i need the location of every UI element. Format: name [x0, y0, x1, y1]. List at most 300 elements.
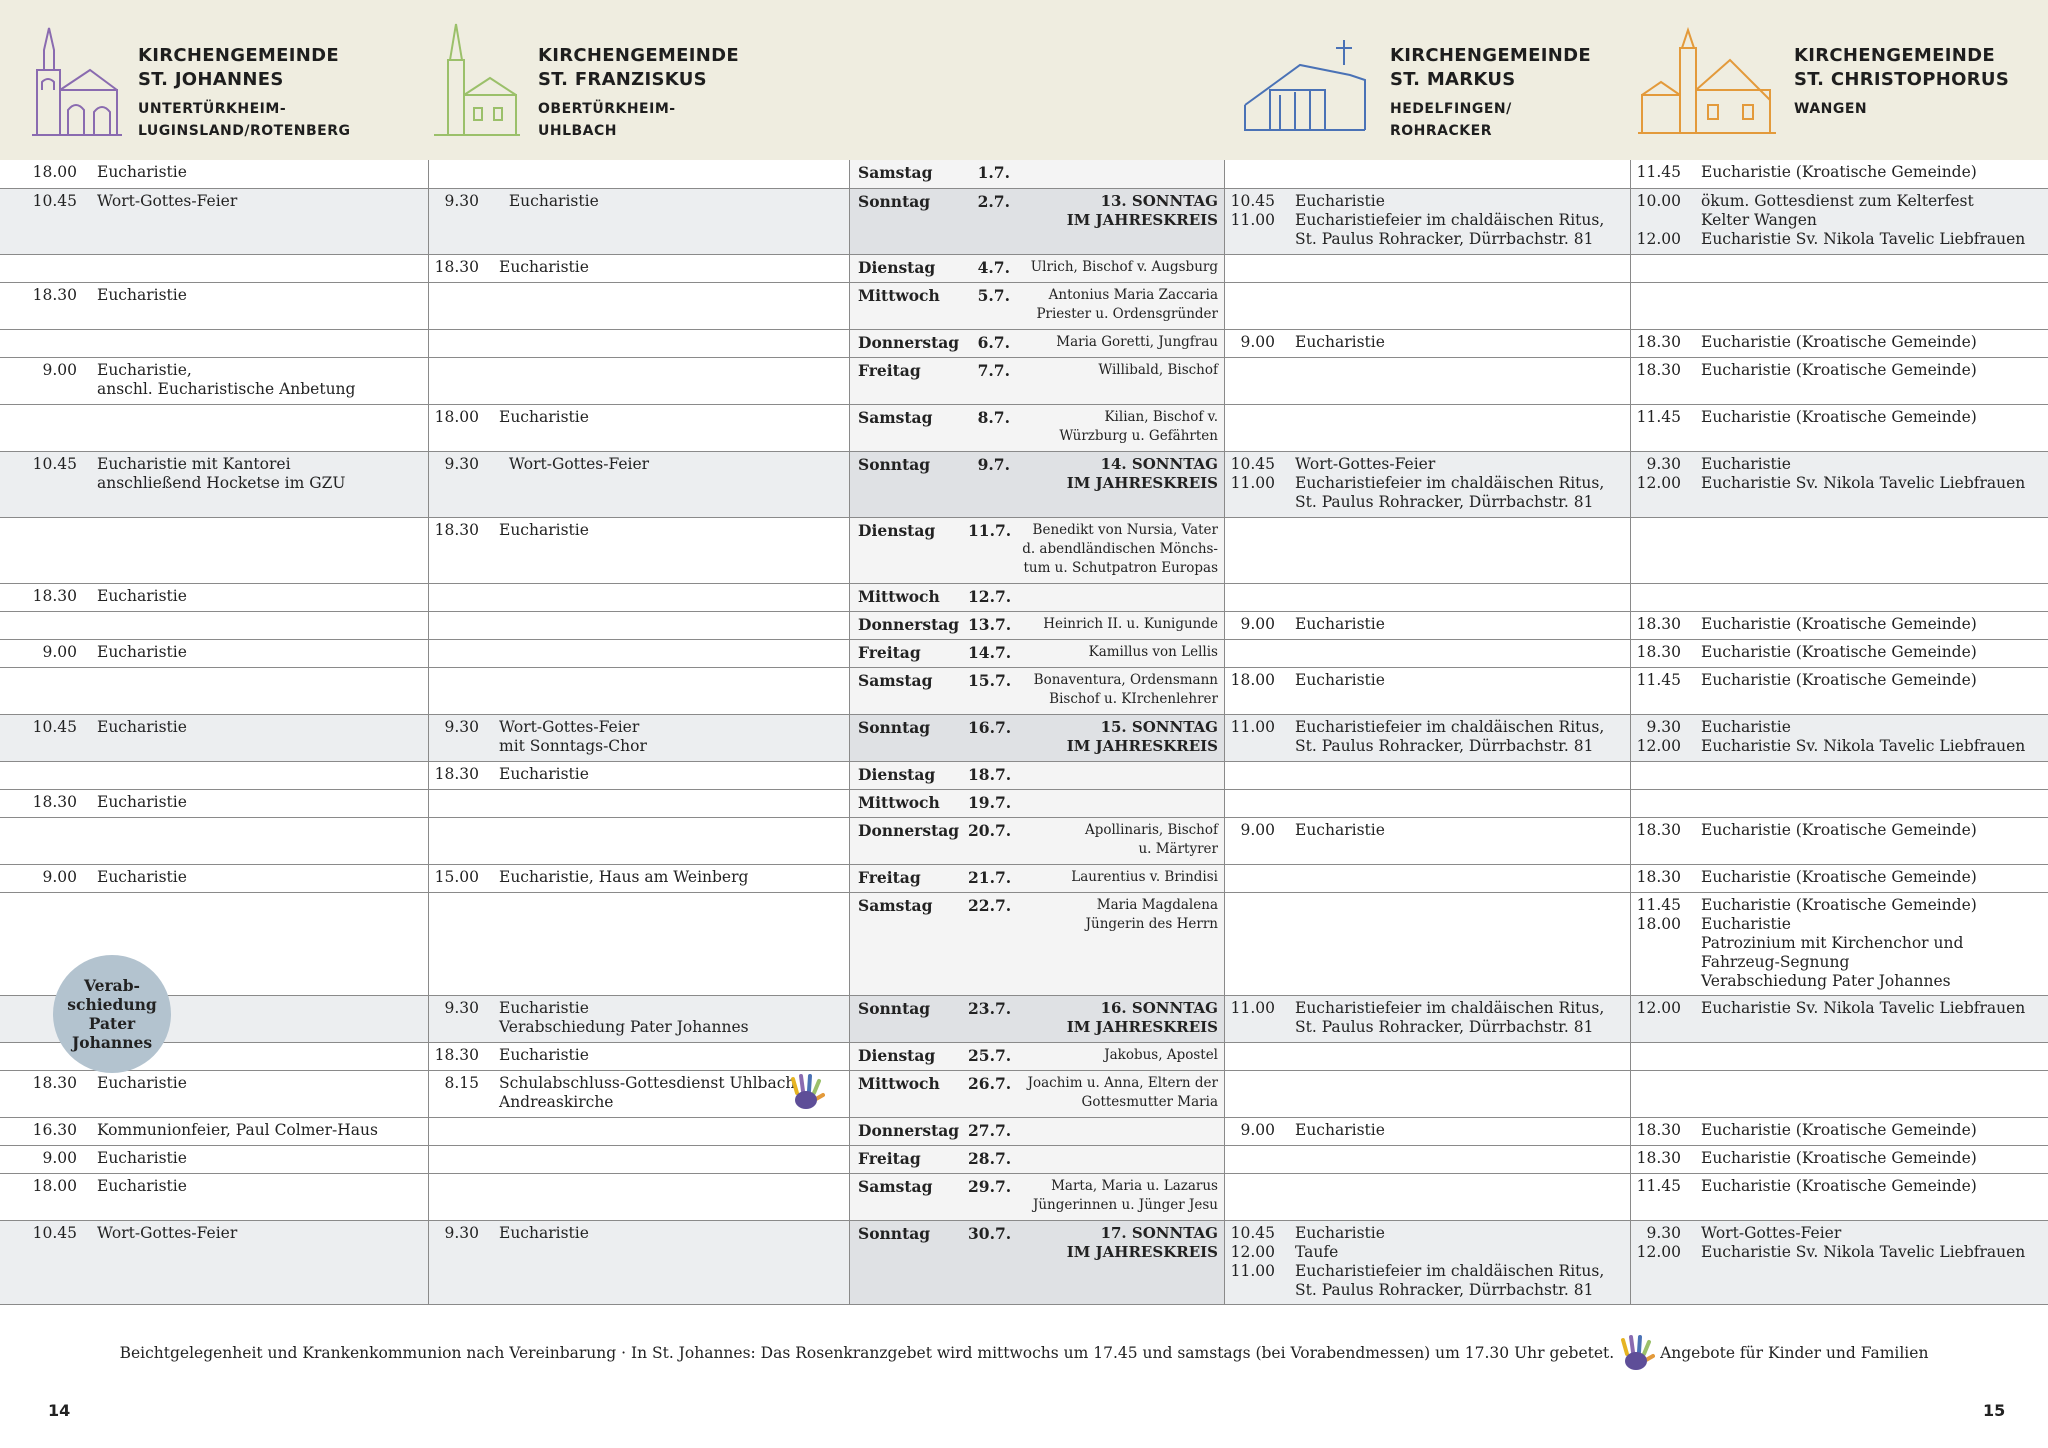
- event-line: [0, 793, 428, 812]
- event-line: [429, 408, 849, 427]
- event-title: Eucharistie: [97, 1148, 187, 1167]
- st-markus-cell: [1225, 761, 1631, 789]
- st-markus-cell: [1225, 1145, 1631, 1173]
- event-line: [429, 1074, 849, 1093]
- st-christophorus-cell: [1631, 451, 2048, 517]
- feast-day: Jakobus, Apostel: [1104, 1046, 1218, 1063]
- st-johannes-cell: [0, 667, 429, 714]
- schedule-row: [0, 714, 2048, 761]
- event-line: [0, 192, 428, 211]
- schedule-row: [0, 611, 2048, 639]
- st-franziskus-cell: [429, 639, 850, 667]
- st-christophorus-cell: [1631, 864, 2048, 892]
- st-markus-cell: [1225, 1220, 1631, 1304]
- event-line: [1631, 361, 2048, 380]
- event-time: 18.00: [1636, 914, 1681, 933]
- event-time: 18.00: [434, 407, 479, 426]
- event-title: Eucharistie mit Kantorei: [97, 454, 291, 473]
- date: 20.7.: [968, 820, 1012, 840]
- event-title: Eucharistie: [97, 1073, 187, 1092]
- event-line: [1631, 934, 2048, 953]
- st-johannes-cell: [0, 357, 429, 404]
- st-franziskus-cell: [429, 329, 850, 357]
- st-christophorus-cell: [1631, 714, 2048, 761]
- date-cell: [850, 160, 1225, 188]
- event-title: Eucharistiefeier im chaldäischen Ritus,: [1295, 998, 1605, 1017]
- event-title: Eucharistie: [499, 191, 599, 210]
- date: 7.7.: [977, 360, 1010, 380]
- st-markus-cell: [1225, 1173, 1631, 1220]
- event-line: [1631, 1224, 2048, 1243]
- schedule-row: [0, 517, 2048, 583]
- parish-st-christophorus: [1638, 20, 2038, 150]
- weekday: Samstag: [858, 895, 933, 915]
- parish-subtitle: HEDELFINGEN/ ROHRACKER: [1390, 101, 1512, 139]
- event-time: 9.00: [42, 360, 77, 379]
- feast-day: 16. SONNTAG IM JAHRESKREIS: [1066, 998, 1218, 1036]
- event-line: [0, 286, 428, 305]
- event-time: 12.00: [1230, 1242, 1275, 1261]
- st-christophorus-cell: [1631, 583, 2048, 611]
- date-cell: [850, 1220, 1225, 1304]
- event-title: Eucharistie Sv. Nikola Tavelic Liebfrauen: [1701, 1242, 2026, 1261]
- date: 16.7.: [968, 717, 1012, 737]
- event-title: Eucharistie: [97, 867, 187, 886]
- feast-day: Willibald, Bischof: [1098, 361, 1218, 378]
- event-time: 18.30: [434, 520, 479, 539]
- st-markus-cell: [1225, 789, 1631, 817]
- event-line: [1631, 1177, 2048, 1196]
- event-time: 11.45: [1636, 895, 1681, 914]
- event-title: Eucharistie Sv. Nikola Tavelic Liebfrauen: [1701, 229, 2026, 248]
- date-cell: [850, 517, 1225, 583]
- event-time: 10.45: [32, 191, 77, 210]
- event-title: ökum. Gottesdienst zum Kelterfest: [1701, 191, 1974, 210]
- st-johannes-cell: [0, 1070, 429, 1117]
- st-johannes-cell: [0, 1173, 429, 1220]
- event-time: 18.30: [434, 257, 479, 276]
- date: 27.7.: [968, 1120, 1012, 1140]
- badge-text: Verab- schiedung Pater Johannes: [67, 976, 157, 1052]
- schedule-row: [0, 995, 2048, 1042]
- date: 14.7.: [968, 642, 1012, 662]
- event-time: 9.30: [1646, 717, 1681, 736]
- schedule-row: [0, 1042, 2048, 1070]
- event-line: [0, 380, 428, 399]
- st-franziskus-cell: [429, 404, 850, 451]
- st-christophorus-cell: [1631, 357, 2048, 404]
- event-line: [0, 1149, 428, 1168]
- event-time: 18.30: [434, 764, 479, 783]
- parish-title: KIRCHENGEMEINDE ST. MARKUS: [1390, 45, 1591, 90]
- church-icon: [432, 20, 522, 140]
- date: 9.7.: [977, 454, 1010, 474]
- st-johannes-cell: [0, 329, 429, 357]
- feast-day: Laurentius v. Brindisi: [1071, 868, 1218, 885]
- st-christophorus-cell: [1631, 761, 2048, 789]
- st-johannes-cell: [0, 789, 429, 817]
- parish-st-markus: [1240, 20, 1620, 150]
- event-line: [1225, 1281, 1630, 1300]
- date: 2.7.: [977, 191, 1010, 211]
- st-christophorus-cell: [1631, 188, 2048, 254]
- event-time: 18.30: [1636, 820, 1681, 839]
- weekday: Donnerstag: [858, 820, 960, 840]
- feast-day: Ulrich, Bischof v. Augsburg: [1030, 258, 1218, 275]
- event-time: 18.30: [1636, 332, 1681, 351]
- st-christophorus-cell: [1631, 995, 2048, 1042]
- schedule-row: [0, 639, 2048, 667]
- event-title: Eucharistie (Kroatische Gemeinde): [1701, 332, 1977, 351]
- date: 28.7.: [968, 1148, 1012, 1168]
- date: 12.7.: [968, 586, 1012, 606]
- date-cell: [850, 864, 1225, 892]
- date: 8.7.: [977, 407, 1010, 427]
- event-time: 11.45: [1636, 670, 1681, 689]
- church-icon: [1638, 20, 1778, 140]
- event-time: 18.30: [1636, 360, 1681, 379]
- weekday: Mittwoch: [858, 1073, 940, 1093]
- date-cell: [850, 188, 1225, 254]
- event-time: 18.00: [1230, 670, 1275, 689]
- event-line: [429, 1046, 849, 1065]
- event-title: Eucharistie (Kroatische Gemeinde): [1701, 407, 1977, 426]
- st-franziskus-cell: [429, 789, 850, 817]
- event-line: [1631, 671, 2048, 690]
- event-time: 18.30: [1636, 1120, 1681, 1139]
- st-franziskus-cell: [429, 995, 850, 1042]
- event-line: [1225, 821, 1630, 840]
- date-cell: [850, 714, 1225, 761]
- st-franziskus-cell: [429, 1220, 850, 1304]
- event-time: 11.45: [1636, 407, 1681, 426]
- event-time: 10.00: [1636, 191, 1681, 210]
- church-icon: [32, 20, 122, 140]
- event-title: Eucharistie: [499, 257, 589, 276]
- st-markus-cell: [1225, 1117, 1631, 1145]
- schedule-table: [0, 160, 2048, 1305]
- st-markus-cell: [1225, 451, 1631, 517]
- event-title: Eucharistie: [1295, 1120, 1385, 1139]
- weekday: Donnerstag: [858, 1120, 960, 1140]
- event-line: [429, 521, 849, 540]
- event-time: 9.00: [1240, 332, 1275, 351]
- event-title: Eucharistie,: [97, 360, 192, 379]
- weekday: Samstag: [858, 670, 933, 690]
- st-johannes-cell: [0, 451, 429, 517]
- child-hand-icon: [789, 1073, 825, 1111]
- event-line: [1631, 953, 2048, 972]
- event-line: [1225, 333, 1630, 352]
- date-cell: [850, 667, 1225, 714]
- st-franziskus-cell: [429, 357, 850, 404]
- schedule-row: [0, 1070, 2048, 1117]
- date: 19.7.: [968, 792, 1012, 812]
- event-title: St. Paulus Rohracker, Dürrbachstr. 81: [1295, 229, 1594, 248]
- feast-day: Joachim u. Anna, Eltern der Gottesmutter Maria: [1027, 1074, 1218, 1110]
- event-title: Eucharistiefeier im chaldäischen Ritus,: [1295, 1261, 1605, 1280]
- st-franziskus-cell: [429, 254, 850, 282]
- date-cell: [850, 1173, 1225, 1220]
- event-title: Eucharistie (Kroatische Gemeinde): [1701, 642, 1977, 661]
- church-icon: [1240, 20, 1370, 140]
- footer-text: Beichtgelegenheit und Krankenkommunion nach Vereinbarung · In St. Johannes: Das Rosenkranzgebet wird mittwochs um 17.45 und samstags (bei Vorabendmessen) um 17.30 Uhr gebetet.: [119, 1344, 1615, 1362]
- st-markus-cell: [1225, 329, 1631, 357]
- event-title: Eucharistie (Kroatische Gemeinde): [1701, 670, 1977, 689]
- event-time: [0, 380, 97, 399]
- weekday: Mittwoch: [858, 586, 940, 606]
- event-line: [0, 361, 428, 380]
- event-time: 18.00: [32, 1176, 77, 1195]
- event-title: Eucharistie: [97, 586, 187, 605]
- date-cell: [850, 1070, 1225, 1117]
- event-time: 11.00: [1230, 473, 1275, 492]
- date: 26.7.: [968, 1073, 1012, 1093]
- st-johannes-cell: [0, 714, 429, 761]
- parish-title: KIRCHENGEMEINDE ST. FRANZISKUS: [538, 45, 739, 90]
- event-time: 18.30: [1636, 867, 1681, 886]
- event-title: Eucharistie: [499, 520, 589, 539]
- date: 21.7.: [968, 867, 1012, 887]
- event-line: [1225, 493, 1630, 512]
- feast-day: [1010, 587, 1218, 606]
- event-line: [0, 1224, 428, 1243]
- feast-day: Apollinaris, Bischof u. Märtyrer: [1084, 821, 1218, 857]
- event-time: 10.45: [1230, 1223, 1275, 1242]
- weekday: Mittwoch: [858, 285, 940, 305]
- st-markus-cell: [1225, 995, 1631, 1042]
- footer-note: [0, 1334, 2048, 1372]
- st-christophorus-cell: [1631, 1145, 2048, 1173]
- weekday: Freitag: [858, 1148, 921, 1168]
- event-time: 12.00: [1636, 1242, 1681, 1261]
- date: 5.7.: [977, 285, 1010, 305]
- event-line: [1631, 455, 2048, 474]
- event-line: [429, 1093, 849, 1112]
- event-time: 11.45: [1636, 163, 1681, 181]
- event-time: 15.00: [434, 867, 479, 886]
- event-line: [1225, 211, 1630, 230]
- st-johannes-cell: [0, 282, 429, 329]
- event-title: Eucharistie: [97, 717, 187, 736]
- event-line: [1631, 474, 2048, 493]
- st-christophorus-cell: [1631, 254, 2048, 282]
- event-title: Eucharistie: [499, 1045, 589, 1064]
- event-line: [429, 455, 849, 474]
- page-number-right: 15: [1983, 1401, 2006, 1420]
- event-line: [0, 643, 428, 662]
- event-title: Andreaskirche: [499, 1092, 614, 1111]
- parish-st-franziskus: [432, 20, 812, 150]
- date: 23.7.: [968, 998, 1012, 1018]
- event-title: Taufe: [1295, 1242, 1339, 1261]
- event-line: [1631, 737, 2048, 756]
- feast-day: 13. SONNTAG IM JAHRESKREIS: [1066, 191, 1218, 229]
- event-time: 9.30: [1646, 1223, 1681, 1242]
- parish-subtitle: OBERTÜRKHEIM- UHLBACH: [538, 101, 676, 139]
- event-line: [0, 1074, 428, 1093]
- event-time: 18.00: [32, 163, 77, 181]
- date-cell: [850, 282, 1225, 329]
- event-title: Eucharistie: [499, 998, 589, 1017]
- st-johannes-cell: [0, 817, 429, 864]
- event-time: [429, 737, 499, 756]
- event-time: 18.30: [1636, 1148, 1681, 1167]
- event-title: anschließend Hocketse im GZU: [97, 473, 346, 492]
- weekday: Samstag: [858, 407, 933, 427]
- event-title: Eucharistie: [499, 1223, 589, 1242]
- event-title: Schulabschluss-Gottesdienst Uhlbach: [499, 1073, 796, 1092]
- st-franziskus-cell: [429, 583, 850, 611]
- event-time: 10.45: [1230, 191, 1275, 210]
- event-time: 11.00: [1230, 210, 1275, 229]
- parish-subtitle: UNTERTÜRKHEIM- LUGINSLAND/ROTENBERG: [138, 101, 351, 139]
- feast-day: 15. SONNTAG IM JAHRESKREIS: [1066, 717, 1218, 755]
- event-line: [1631, 230, 2048, 249]
- event-time: [1631, 934, 1701, 953]
- st-johannes-cell: [0, 583, 429, 611]
- schedule-row: [0, 1117, 2048, 1145]
- event-time: [1225, 493, 1295, 512]
- event-line: [1631, 896, 2048, 915]
- event-time: [1225, 1018, 1295, 1037]
- event-line: [1225, 455, 1630, 474]
- weekday: Freitag: [858, 867, 921, 887]
- st-franziskus-cell: [429, 864, 850, 892]
- date-cell: [850, 817, 1225, 864]
- event-title: anschl. Eucharistische Anbetung: [97, 379, 356, 398]
- event-title: St. Paulus Rohracker, Dürrbachstr. 81: [1295, 1017, 1594, 1036]
- footer-kids-text: Angebote für Kinder und Familien: [1660, 1344, 1929, 1362]
- event-time: [1631, 211, 1701, 230]
- event-time: [1225, 737, 1295, 756]
- date: 29.7.: [968, 1176, 1012, 1196]
- st-markus-cell: [1225, 611, 1631, 639]
- feast-day: 17. SONNTAG IM JAHRESKREIS: [1066, 1223, 1218, 1261]
- event-time: 9.00: [42, 867, 77, 886]
- feast-day: [1010, 163, 1218, 182]
- st-franziskus-cell: [429, 188, 850, 254]
- event-line: [1631, 972, 2048, 991]
- event-time: 9.30: [1646, 454, 1681, 473]
- feast-day: Maria Goretti, Jungfrau: [1056, 333, 1218, 350]
- event-time: 10.45: [1230, 454, 1275, 473]
- event-line: [1225, 737, 1630, 756]
- event-time: 11.45: [1636, 1176, 1681, 1195]
- date-cell: [850, 789, 1225, 817]
- st-johannes-cell: [0, 1220, 429, 1304]
- st-johannes-cell: [0, 160, 429, 188]
- event-line: [429, 765, 849, 784]
- date-cell: [850, 583, 1225, 611]
- event-title: mit Sonntags-Chor: [499, 736, 647, 755]
- event-title: St. Paulus Rohracker, Dürrbachstr. 81: [1295, 1280, 1594, 1299]
- weekday: Donnerstag: [858, 332, 960, 352]
- event-line: [1631, 718, 2048, 737]
- st-johannes-cell: [0, 188, 429, 254]
- feast-day: Marta, Maria u. Lazarus Jüngerinnen u. Jünger Jesu: [1032, 1177, 1218, 1213]
- st-franziskus-cell: [429, 1070, 850, 1117]
- schedule-row: [0, 817, 2048, 864]
- event-title: Patrozinium mit Kirchenchor und: [1701, 933, 1964, 952]
- schedule-row: [0, 329, 2048, 357]
- event-line: [0, 718, 428, 737]
- date: 13.7.: [968, 614, 1012, 634]
- event-line: [1225, 615, 1630, 634]
- st-christophorus-cell: [1631, 892, 2048, 995]
- st-markus-cell: [1225, 404, 1631, 451]
- event-title: Eucharistie: [1295, 332, 1385, 351]
- weekday: Sonntag: [858, 454, 931, 474]
- event-time: 9.00: [1240, 614, 1275, 633]
- event-line: [429, 258, 849, 277]
- event-title: Verabschiedung Pater Johannes: [1701, 971, 1951, 990]
- date-cell: [850, 451, 1225, 517]
- st-markus-cell: [1225, 639, 1631, 667]
- event-line: [1631, 163, 2048, 182]
- event-title: Wort-Gottes-Feier: [499, 454, 650, 473]
- weekday: Samstag: [858, 1176, 933, 1196]
- date-cell: [850, 995, 1225, 1042]
- event-title: Eucharistiefeier im chaldäischen Ritus,: [1295, 473, 1605, 492]
- st-christophorus-cell: [1631, 639, 2048, 667]
- event-time: 9.00: [1240, 1120, 1275, 1139]
- event-line: [1631, 643, 2048, 662]
- st-franziskus-cell: [429, 517, 850, 583]
- event-title: Eucharistie (Kroatische Gemeinde): [1701, 614, 1977, 633]
- st-markus-cell: [1225, 254, 1631, 282]
- event-line: [1631, 915, 2048, 934]
- event-time: 16.30: [32, 1120, 77, 1139]
- date: 18.7.: [968, 764, 1012, 784]
- event-line: [429, 999, 849, 1018]
- event-line: [1631, 868, 2048, 887]
- event-title: Eucharistie: [1295, 820, 1385, 839]
- event-title: Eucharistie Sv. Nikola Tavelic Liebfrauen: [1701, 998, 2026, 1017]
- weekday: Sonntag: [858, 998, 931, 1018]
- event-line: [429, 192, 849, 211]
- date: 11.7.: [968, 520, 1012, 540]
- st-franziskus-cell: [429, 1145, 850, 1173]
- date-cell: [850, 254, 1225, 282]
- st-markus-cell: [1225, 583, 1631, 611]
- event-time: 11.00: [1230, 717, 1275, 736]
- st-christophorus-cell: [1631, 282, 2048, 329]
- st-christophorus-cell: [1631, 1173, 2048, 1220]
- event-title: Eucharistie: [97, 163, 187, 181]
- weekday: Samstag: [858, 163, 933, 182]
- event-line: [0, 587, 428, 606]
- event-time: [429, 1018, 499, 1037]
- st-christophorus-cell: [1631, 404, 2048, 451]
- parish-st-johannes: [32, 20, 412, 150]
- st-franziskus-cell: [429, 892, 850, 995]
- feast-day: [1010, 765, 1218, 784]
- event-title: St. Paulus Rohracker, Dürrbachstr. 81: [1295, 492, 1594, 511]
- schedule-row: [0, 667, 2048, 714]
- event-title: Eucharistie Sv. Nikola Tavelic Liebfrauen: [1701, 736, 2026, 755]
- event-time: 12.00: [1636, 473, 1681, 492]
- schedule-row: [0, 761, 2048, 789]
- st-christophorus-cell: [1631, 1070, 2048, 1117]
- event-line: [1225, 1224, 1630, 1243]
- date: 25.7.: [968, 1045, 1012, 1065]
- event-line: [1225, 1121, 1630, 1140]
- st-christophorus-cell: [1631, 611, 2048, 639]
- event-line: [1225, 1243, 1630, 1262]
- event-time: 10.45: [32, 1223, 77, 1242]
- event-title: Eucharistie: [97, 1176, 187, 1195]
